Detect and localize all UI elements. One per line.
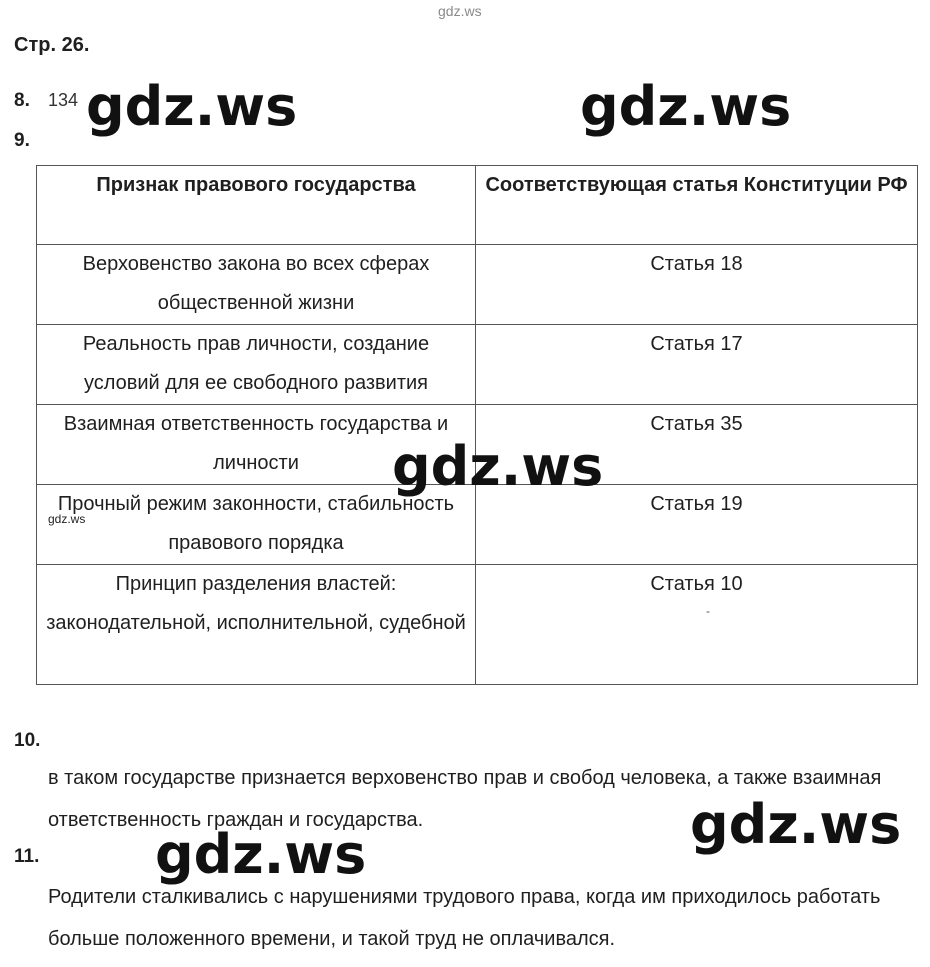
table-row	[37, 245, 918, 325]
table-cell-sign: Принцип разделения властей: законодательной, исполнительной, судебной	[37, 565, 476, 685]
stray-mark: -	[706, 604, 710, 618]
table-header-article: Соответствующая статья Конституции РФ	[476, 166, 918, 245]
table-cell-article: Статья 35	[476, 405, 918, 485]
watermark: gdz.ws	[392, 435, 604, 498]
watermark: gdz.ws	[155, 823, 367, 886]
watermark: gdz.ws	[580, 75, 792, 138]
table-row	[37, 565, 918, 685]
table-cell-article: Статья 19	[476, 485, 918, 565]
item-11-number: 11.	[14, 846, 40, 867]
table-cell-sign: Прочный режим законности, стабильность правового порядка	[37, 485, 476, 565]
watermark-top: gdz.ws	[438, 3, 482, 19]
watermark: gdz.ws	[86, 75, 298, 138]
watermark: gdz.ws	[690, 793, 902, 856]
table-header-sign: Признак правового государства	[37, 166, 476, 245]
table-cell-article: Статья 10	[476, 565, 918, 685]
watermark-small: gdz.ws	[48, 512, 86, 526]
table-cell-sign: Верховенство закона во всех сферах общественной жизни	[37, 245, 476, 325]
item-11-text: Родители сталкивались с нарушениями трудового права, когда им приходилось работать больше положенного времени, и такой труд не оплачивался.	[48, 886, 881, 950]
table-cell-article: Статья 17	[476, 325, 918, 405]
item-10-number: 10.	[14, 730, 41, 751]
table-cell-sign: Реальность прав личности, создание условий для ее свободного развития	[37, 325, 476, 405]
table-cell-article: Статья 18	[476, 245, 918, 325]
item-9-number: 9.	[14, 130, 30, 151]
item-10-text: в таком государстве признается верховенство прав и свобод человека, а также взаимная ответственность граждан и государства.	[48, 767, 882, 831]
table-cell-sign: Взаимная ответственность государства и личности	[37, 405, 476, 485]
constitution-table	[36, 165, 918, 685]
table-header-row	[37, 166, 918, 245]
page-label: Стр. 26.	[14, 34, 90, 56]
table-row	[37, 325, 918, 405]
item-8-number: 8.	[14, 90, 30, 111]
item-8-answer: 134	[48, 90, 79, 110]
